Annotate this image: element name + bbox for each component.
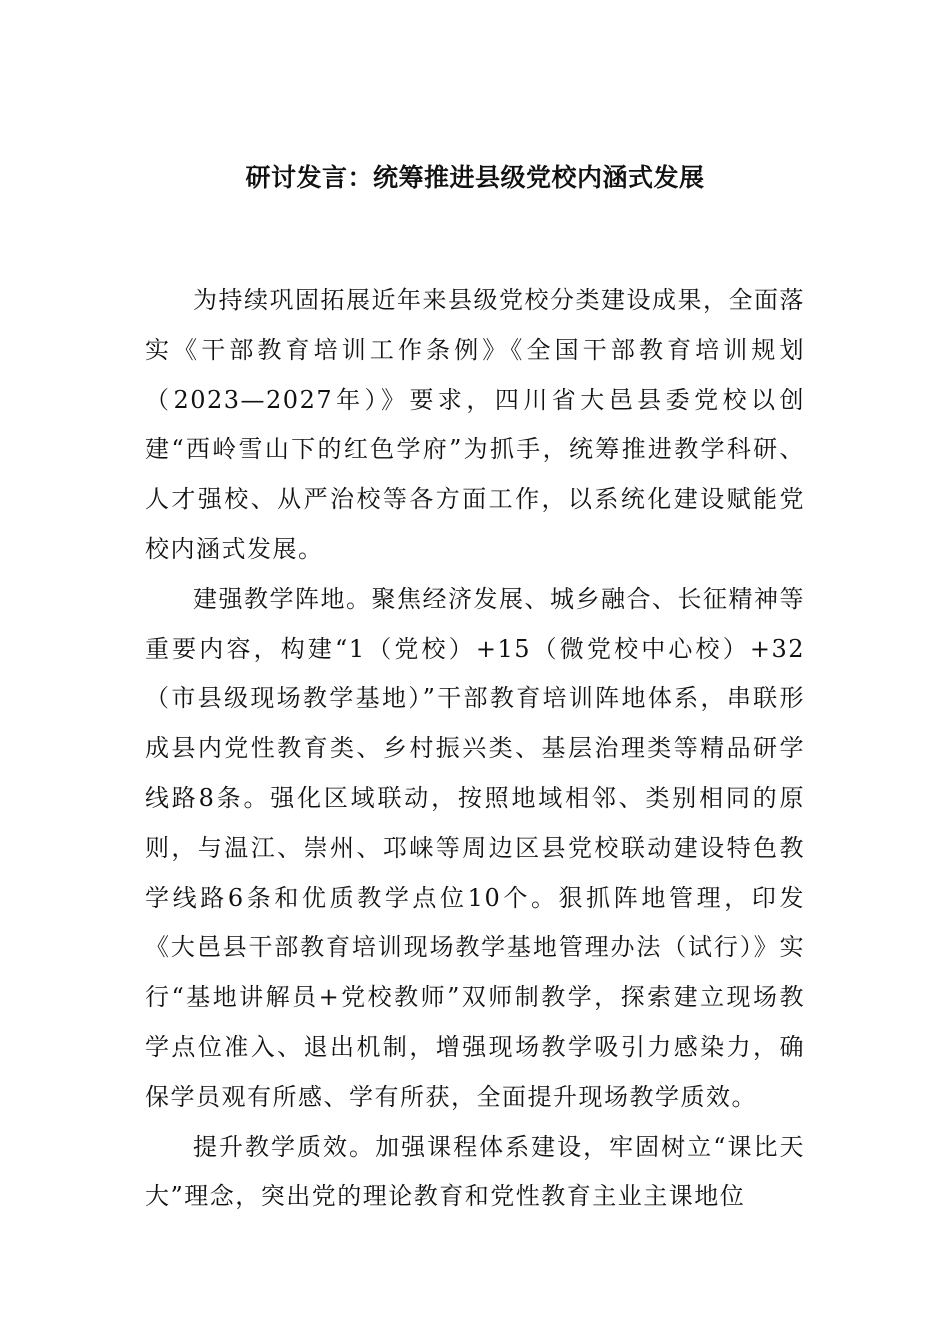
paragraph-teaching-quality: 提升教学质效。加强课程体系建设，牢固树立“课比天大”理念，突出党的理论教育和党性教育主业主课地位 [145,1132,805,1211]
document-title: 研讨发言：统筹推进县级党校内涵式发展 [245,163,705,192]
paragraph-intro: 为持续巩固拓展近年来县级党校分类建设成果，全面落实《干部教育培训工作条例》《全国干部教育培训规划（2023—2027年）》要求，四川省大邑县委党校以创建“西岭雪山下的红色学府”为抓手，统筹推进教学科研、人才强校、从严治校等各方面工作，以系统化建设赋能党校内涵式发展。 [145,286,805,563]
paragraph-teaching-base: 建强教学阵地。聚焦经济发展、城乡融合、长征精神等重要内容，构建“1（党校）+15（微党校中心校）+32（市县级现场教学基地）”干部教育培训阵地体系，串联形成县内党性教育类、乡村振兴类、基层治理类等精品研学线路8条。强化区域联动，按照地域相邻、类别相同的原则，与温江、崇州、邛崃等周边区县党校联动建设特色教学线路6条和优质教学点位10个。狠抓阵地管理，印发《大邑县干部教育培训现场教学基地管理办法（试行）》实行“基地讲解员+党校教师”双师制教学，探索建立现场教学点位准入、退出机制，增强现场教学吸引力感染力，确保学员观有所感、学有所获，全面提升现场教学质效。 [145,584,805,1111]
document-body [145,276,805,1222]
